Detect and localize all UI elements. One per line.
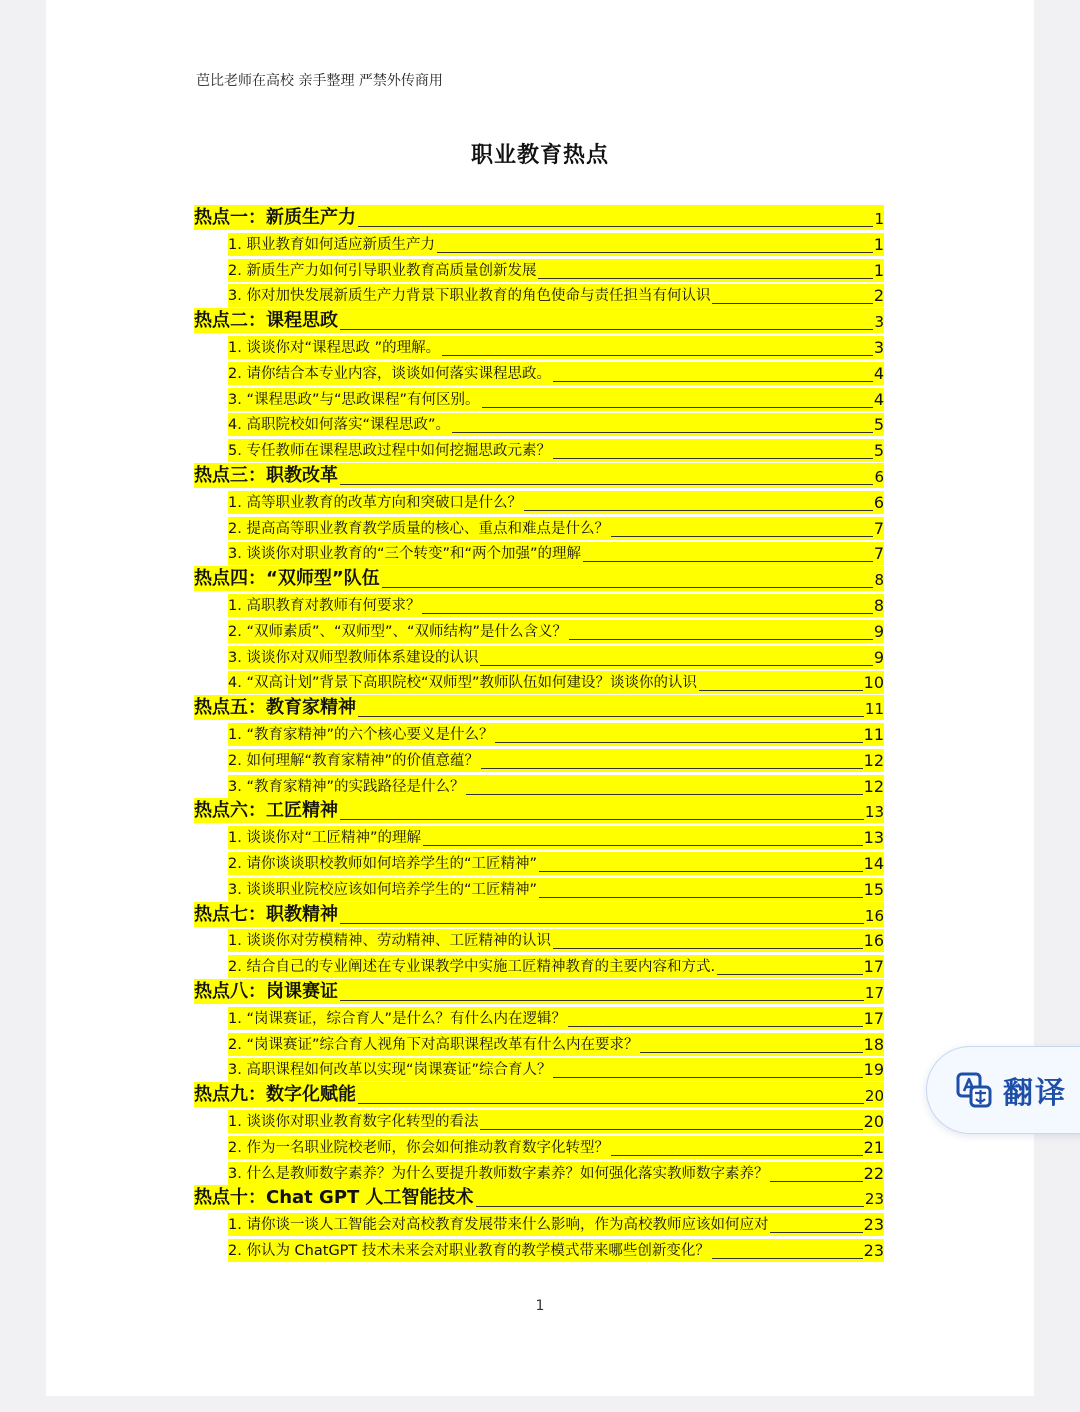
toc-section-row: [194, 308, 884, 333]
toc-item-row: [228, 1007, 884, 1030]
toc-leader-line: [340, 819, 864, 820]
toc-label: 5. 专任教师在课程思政过程中如何挖掘思政元素？: [228, 443, 551, 459]
toc-page-number: 23: [864, 1190, 884, 1208]
toc-item-row: [228, 259, 884, 282]
toc-label: 热点二：课程思政: [194, 310, 338, 331]
translate-icon: [955, 1071, 993, 1109]
toc-leader-line: [553, 381, 873, 382]
toc-label: 1. 高职教育对教师有何要求？: [228, 598, 421, 614]
toc-leader-line: [538, 278, 872, 279]
toc-page-number: 3: [874, 313, 884, 331]
toc-page-number: 12: [863, 751, 884, 770]
toc-page-number: 7: [873, 519, 884, 538]
toc-page-number: 23: [863, 1215, 884, 1234]
toc-leader-line: [640, 1052, 862, 1053]
header-note: 芭比老师在高校 亲手整理 严禁外传商用: [196, 73, 443, 89]
page-number: 1: [535, 1298, 545, 1314]
toc-label: 热点七：职教精神: [194, 904, 338, 925]
toc-label: 4. “双高计划”背景下高职院校“双师型”教师队伍如何建设？谈谈你的认识: [228, 675, 697, 691]
toc-label: 热点五：教育家精神: [194, 697, 356, 718]
toc-item-row: [228, 388, 884, 411]
toc-item-row: [228, 775, 884, 798]
toc-label: 3. 你对加快发展新质生产力背景下职业教育的角色使命与责任担当有何认识: [228, 288, 711, 304]
toc-leader-line: [442, 355, 873, 356]
toc-item-row: [228, 233, 884, 256]
toc-leader-line: [480, 1129, 862, 1130]
toc-leader-line: [539, 871, 863, 872]
toc-page-number: 22: [863, 1164, 884, 1183]
toc-leader-line: [569, 639, 873, 640]
translate-button[interactable]: [926, 1046, 1080, 1134]
toc-label: 热点三：职教改革: [194, 465, 338, 486]
toc-leader-line: [480, 665, 872, 666]
toc-leader-line: [553, 948, 863, 949]
toc-leader-line: [770, 1181, 862, 1182]
toc-label: 3. 谈谈你对职业教育的“三个转变”和“两个加强”的理解: [228, 546, 581, 562]
toc-section-row: [194, 695, 884, 720]
toc-page-number: 9: [873, 648, 884, 667]
toc-leader-line: [481, 768, 863, 769]
toc-item-row: [228, 852, 884, 875]
toc-label: 热点八：岗课赛证: [194, 981, 338, 1002]
toc-item-row: [228, 542, 884, 565]
toc-leader-line: [712, 1258, 863, 1259]
toc-leader-line: [358, 716, 864, 717]
toc-page-number: 1: [874, 210, 884, 228]
toc-page-number: 17: [863, 1009, 884, 1028]
toc-label: 3. “教育家精神”的实践路径是什么？: [228, 779, 465, 795]
toc-page-number: 4: [873, 390, 884, 409]
toc-label: 热点十：Chat GPT 人工智能技术: [194, 1187, 474, 1208]
toc-section-row: [194, 1082, 884, 1107]
toc-label: 热点六：工匠精神: [194, 800, 338, 821]
toc-leader-line: [712, 303, 872, 304]
toc-leader-line: [717, 974, 863, 975]
toc-leader-line: [340, 1000, 864, 1001]
toc-label: 2. 请你结合本专业内容，谈谈如何落实课程思政。: [228, 366, 551, 382]
toc-leader-line: [611, 536, 873, 537]
toc-page-number: 5: [873, 441, 884, 460]
toc-leader-line: [699, 690, 863, 691]
toc-leader-line: [524, 510, 873, 511]
toc-item-row: [228, 620, 884, 643]
toc-item-row: [228, 439, 884, 462]
toc-page-number: 13: [863, 828, 884, 847]
toc-item-row: [228, 1033, 884, 1056]
toc-leader-line: [422, 613, 872, 614]
toc-item-row: [228, 955, 884, 978]
toc-label: 3. 谈谈你对双师型教师体系建设的认识: [228, 650, 479, 666]
toc-item-row: [228, 1058, 884, 1081]
toc-leader-line: [476, 1206, 864, 1207]
toc-item-row: [228, 336, 884, 359]
toc-leader-line: [466, 794, 862, 795]
translate-label: 翻译: [1003, 1076, 1067, 1111]
toc-item-row: [228, 1110, 884, 1133]
toc-label: 1. 高等职业教育的改革方向和突破口是什么？: [228, 495, 522, 511]
toc-leader-line: [553, 458, 873, 459]
toc-item-row: [228, 1162, 884, 1185]
toc-section-row: [194, 463, 884, 488]
toc-label: 2. “岗课赛证”综合育人视角下对高职课程改革有什么内在要求？: [228, 1037, 639, 1053]
toc-page-number: 4: [873, 364, 884, 383]
toc-item-row: [228, 646, 884, 669]
page-title: 职业教育热点: [470, 143, 609, 168]
toc-leader-line: [340, 484, 873, 485]
toc-leader-line: [770, 1232, 862, 1233]
toc-page-number: 11: [864, 700, 884, 718]
toc-page-number: 23: [863, 1241, 884, 1260]
toc-page-number: 8: [873, 596, 884, 615]
toc-page-number: 21: [863, 1138, 884, 1157]
toc-label: 4. 高职院校如何落实“课程思政”。: [228, 417, 450, 433]
toc-section-row: [194, 902, 884, 927]
toc-label: 2. 新质生产力如何引导职业教育高质量创新发展: [228, 263, 537, 279]
toc-label: 1. 职业教育如何适应新质生产力: [228, 237, 435, 253]
toc-section-row: [194, 1185, 884, 1210]
toc-page-number: 1: [873, 235, 884, 254]
toc-label: 2. 提高高等职业教育教学质量的核心、重点和难点是什么？: [228, 521, 609, 537]
toc-label: 2. “双师素质”、“双师型”、“双师结构”是什么含义？: [228, 624, 568, 640]
toc-label: 1. “教育家精神”的六个核心要义是什么？: [228, 727, 494, 743]
toc-leader-line: [568, 1026, 863, 1027]
toc-page-number: 10: [863, 673, 884, 692]
toc-leader-line: [382, 587, 874, 588]
toc-item-row: [228, 594, 884, 617]
toc-page-number: 8: [874, 571, 884, 589]
toc-label: 1. 谈谈你对职业教育数字化转型的看法: [228, 1114, 479, 1130]
toc-leader-line: [539, 897, 863, 898]
toc-page-number: 6: [873, 493, 884, 512]
toc-page-number: 16: [863, 931, 884, 950]
toc-section-row: [194, 798, 884, 823]
toc-leader-line: [340, 329, 873, 330]
toc-leader-line: [437, 252, 873, 253]
toc-item-row: [228, 929, 884, 952]
toc-page-number: 6: [874, 468, 884, 486]
toc-label: 1. “岗课赛证，综合育人”是什么？有什么内在逻辑？: [228, 1011, 566, 1027]
toc-page-number: 16: [864, 907, 884, 925]
toc-label: 热点九：数字化赋能: [194, 1084, 356, 1105]
toc-page-number: 20: [864, 1087, 884, 1105]
toc-label: 2. 如何理解“教育家精神”的价值意蕴？: [228, 753, 479, 769]
toc-section-row: [194, 205, 884, 230]
toc-item-row: [228, 1213, 884, 1236]
toc-label: 1. 谈谈你对劳模精神、劳动精神、工匠精神的认识: [228, 933, 551, 949]
toc-label: 3. “课程思政”与“思政课程”有何区别。: [228, 392, 480, 408]
toc-page-number: 7: [873, 544, 884, 563]
toc-page-number: 5: [873, 415, 884, 434]
toc-label: 2. 作为一名职业院校老师，你会如何推动教育数字化转型？: [228, 1140, 609, 1156]
toc-label: 3. 谈谈职业院校应该如何培养学生的“工匠精神”: [228, 882, 537, 898]
toc-leader-line: [423, 845, 863, 846]
toc-label: 1. 请你谈一谈人工智能会对高校教育发展带来什么影响，作为高校教师应该如何应对: [228, 1217, 769, 1233]
toc-label: 2. 结合自己的专业阐述在专业课教学中实施工匠精神教育的主要内容和方式.: [228, 959, 716, 975]
toc-item-row: [228, 878, 884, 901]
toc-item-row: [228, 362, 884, 385]
toc-leader-line: [495, 742, 862, 743]
toc-page-number: 13: [864, 803, 884, 821]
toc-item-row: [228, 723, 884, 746]
toc-page-number: 11: [863, 725, 884, 744]
toc-page-number: 15: [863, 880, 884, 899]
toc-item-row: [228, 749, 884, 772]
toc-page-number: 18: [863, 1035, 884, 1054]
toc-item-row: [228, 1136, 884, 1159]
toc-page-number: 19: [863, 1060, 884, 1079]
toc-leader-line: [482, 407, 873, 408]
toc-page-number: 3: [873, 338, 884, 357]
toc-leader-line: [553, 1077, 862, 1078]
toc-section-row: [194, 979, 884, 1004]
toc-page-number: 2: [873, 286, 884, 305]
toc-leader-line: [583, 561, 873, 562]
toc-label: 3. 高职课程如何改革以实现“岗课赛证”综合育人？: [228, 1062, 552, 1078]
toc-page-number: 9: [873, 622, 884, 641]
toc-label: 3. 什么是教师数字素养？为什么要提升教师数字素养？如何强化落实教师数字素养？: [228, 1166, 769, 1182]
toc-leader-line: [340, 923, 864, 924]
toc-page-number: 12: [863, 777, 884, 796]
toc-leader-line: [358, 226, 873, 227]
toc-leader-line: [452, 432, 873, 433]
toc-page-number: 20: [863, 1112, 884, 1131]
toc-label: 1. 谈谈你对“工匠精神”的理解: [228, 830, 421, 846]
toc-label: 1. 谈谈你对“课程思政 ”的理解。: [228, 340, 441, 356]
toc-item-row: [228, 826, 884, 849]
toc-label: 2. 请你谈谈职校教师如何培养学生的“工匠精神”: [228, 856, 537, 872]
toc-item-row: [228, 517, 884, 540]
toc-item-row: [228, 671, 884, 694]
toc-item-row: [228, 1239, 884, 1262]
toc-label: 热点一：新质生产力: [194, 207, 356, 228]
toc-page-number: 14: [863, 854, 884, 873]
toc-page-number: 17: [863, 957, 884, 976]
toc-page-number: 17: [864, 984, 884, 1002]
toc-item-row: [228, 413, 884, 436]
toc-item-row: [228, 284, 884, 307]
toc-section-row: [194, 566, 884, 591]
toc-label: 热点四：“双师型”队伍: [194, 568, 380, 589]
toc-item-row: [228, 491, 884, 514]
toc-page-number: 1: [873, 261, 884, 280]
toc-leader-line: [358, 1103, 864, 1104]
toc-label: 2. 你认为 ChatGPT 技术未来会对职业教育的教学模式带来哪些创新变化？: [228, 1243, 710, 1259]
toc-leader-line: [611, 1155, 863, 1156]
